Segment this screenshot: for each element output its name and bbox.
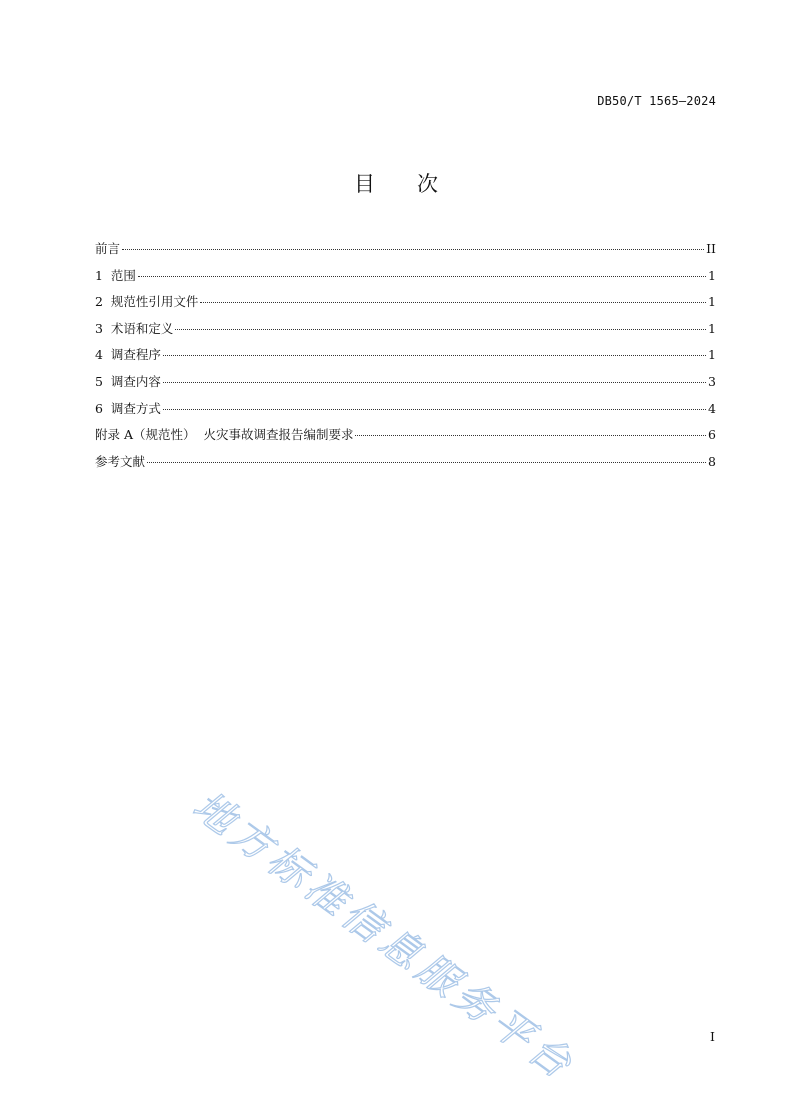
toc-item-label: 参考文献 — [95, 453, 146, 469]
toc-item-normative-references[interactable] — [95, 293, 716, 320]
toc-item-page: 1 — [708, 294, 716, 310]
toc-item-page: 1 — [708, 320, 716, 336]
toc-item-page: II — [706, 241, 716, 256]
toc-dot-leader — [163, 382, 706, 383]
toc-item-label: 3 术语和定义 — [95, 320, 174, 336]
toc-item-content[interactable] — [95, 373, 716, 400]
toc-item-bibliography[interactable] — [95, 453, 716, 480]
toc-item-foreword[interactable] — [95, 240, 716, 267]
toc-dot-leader — [355, 435, 706, 436]
toc-item-label: 2 规范性引用文件 — [95, 294, 199, 310]
table-of-contents — [95, 240, 716, 479]
toc-dot-leader — [138, 276, 706, 277]
toc-item-page: 4 — [708, 400, 716, 416]
page-title — [0, 168, 792, 198]
toc-item-page: 8 — [708, 453, 716, 469]
toc-item-label: 前言 — [95, 241, 121, 256]
toc-dot-leader — [163, 355, 706, 356]
page-number: I — [710, 1029, 715, 1044]
toc-item-scope[interactable] — [95, 267, 716, 294]
title-part-1: 目 — [354, 172, 375, 196]
toc-item-procedure[interactable] — [95, 346, 716, 373]
toc-item-page: 3 — [708, 373, 716, 389]
toc-item-page: 1 — [708, 347, 716, 363]
toc-dot-leader — [200, 302, 706, 303]
title-part-2: 次 — [417, 172, 438, 196]
toc-item-label: 5 调查内容 — [95, 373, 161, 389]
toc-item-terms-definitions[interactable] — [95, 320, 716, 347]
toc-item-methods[interactable] — [95, 400, 716, 427]
toc-item-label: 4 调查程序 — [95, 347, 161, 363]
watermark: 地方标准信息服务平台 — [184, 782, 584, 1091]
toc-item-appendix-a[interactable] — [95, 426, 716, 453]
document-code: DB50/T 1565—2024 — [597, 94, 716, 108]
toc-dot-leader — [163, 409, 706, 410]
toc-item-label: 6 调查方式 — [95, 400, 161, 416]
toc-item-label: 1 范围 — [95, 267, 136, 283]
toc-item-page: 6 — [708, 427, 716, 443]
toc-dot-leader — [175, 329, 706, 330]
toc-dot-leader — [122, 249, 704, 250]
toc-item-label: 附录 A（规范性） 火灾事故调查报告编制要求 — [95, 427, 354, 443]
toc-item-page: 1 — [708, 267, 716, 283]
toc-dot-leader — [147, 462, 706, 463]
